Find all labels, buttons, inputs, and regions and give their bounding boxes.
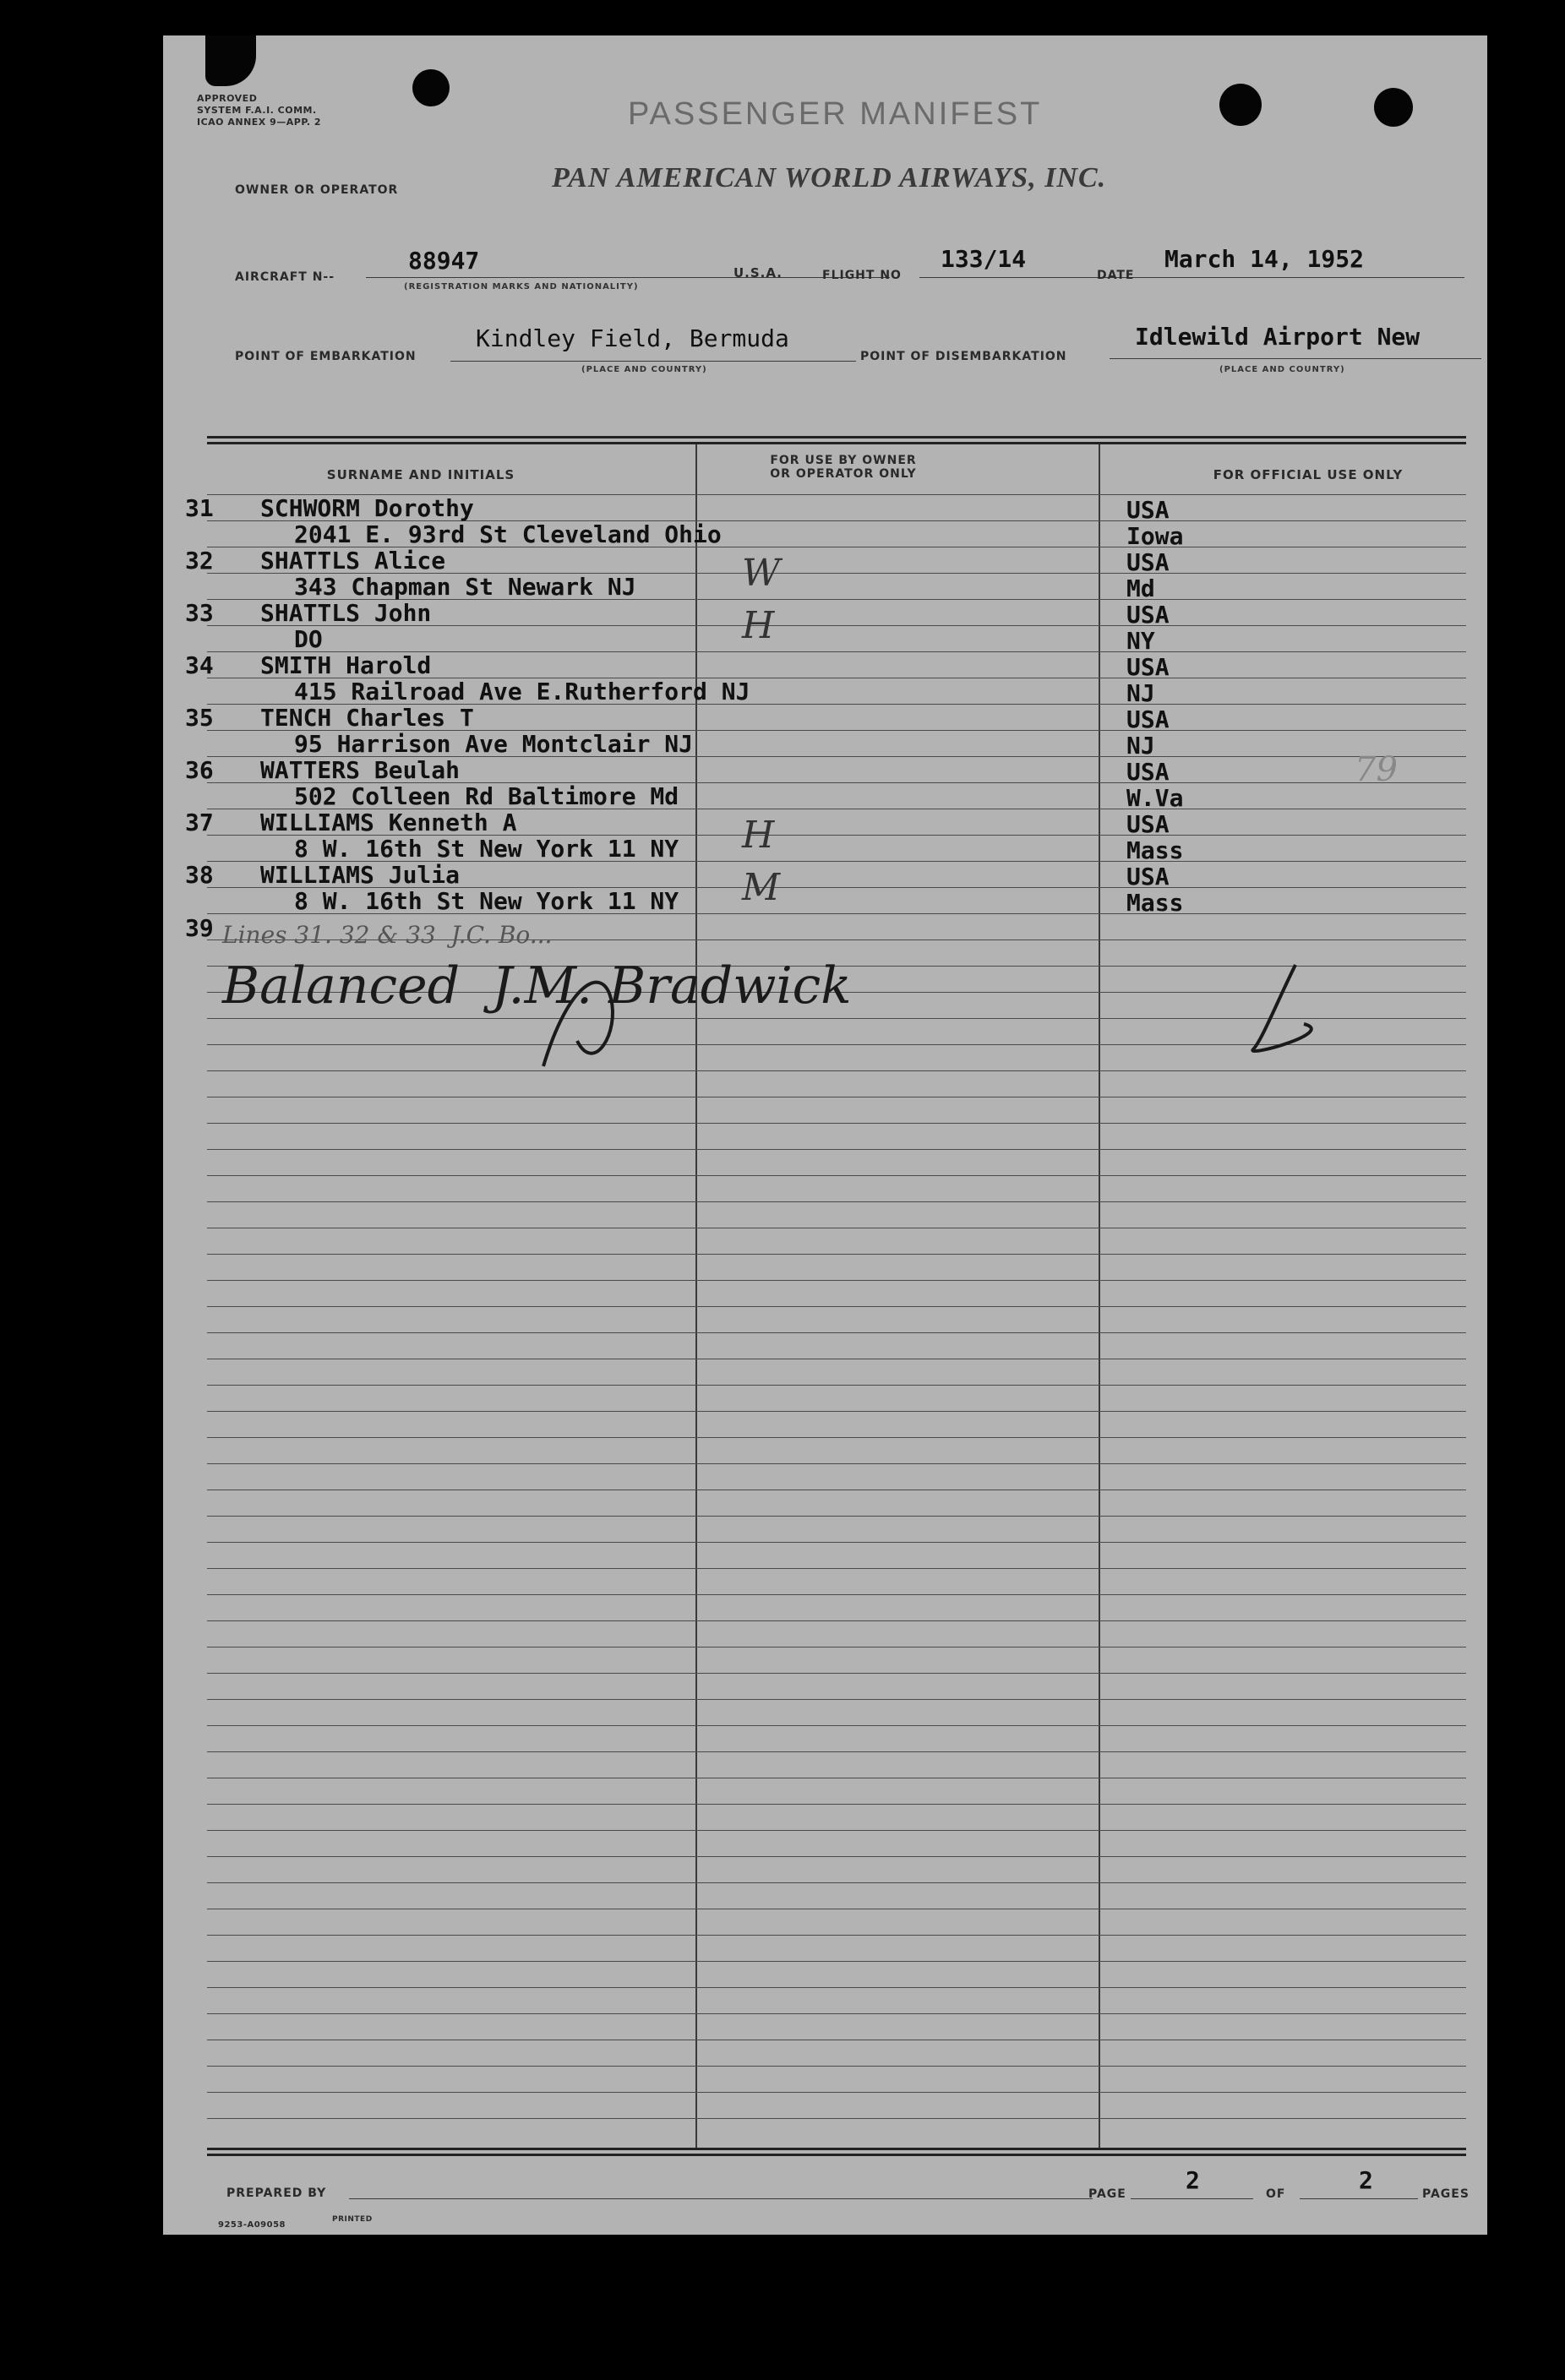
operator-mark: M — [742, 866, 781, 909]
table-ruled-line — [207, 1437, 1466, 1438]
disembarkation-label: POINT OF DISEMBARKATION — [860, 350, 1067, 363]
passenger-state: Iowa — [1126, 522, 1184, 550]
passenger-address: 8 W. 16th St New York 11 NY — [294, 887, 679, 915]
table-ruled-line — [207, 2118, 1466, 2119]
prepared-by-label: PREPARED BY — [226, 2187, 327, 2200]
passenger-name: TENCH Charles T — [260, 704, 474, 732]
aircraft-sublabel: (REGISTRATION MARKS AND NATIONALITY) — [404, 282, 639, 291]
passenger-state: W.Va — [1126, 784, 1184, 812]
passenger-state: NJ — [1126, 732, 1155, 760]
table-ruled-line — [207, 1385, 1466, 1386]
table-ruled-line — [207, 2013, 1466, 2014]
aircraft-value: 88947 — [408, 247, 480, 275]
operator-mark: H — [742, 814, 775, 857]
passenger-name: SHATTLS Alice — [260, 547, 446, 575]
form-title: PASSENGER MANIFEST — [628, 96, 1043, 132]
table-ruled-line — [207, 1987, 1466, 1988]
passenger-address: 2041 E. 93rd St Cleveland Ohio — [294, 520, 722, 548]
passenger-address: 415 Railroad Ave E.Rutherford NJ — [294, 678, 750, 705]
col-head-owner-2: OR OPERATOR ONLY — [770, 467, 917, 481]
signature-flourish — [205, 948, 1473, 1083]
passenger-state: Md — [1126, 575, 1155, 602]
table-ruled-line — [207, 2092, 1466, 2093]
approval-line-2: SYSTEM F.A.I. COMM. — [197, 105, 317, 116]
passenger-nationality: USA — [1126, 705, 1170, 733]
table-ruled-line — [207, 1568, 1466, 1569]
table-ruled-line — [207, 1306, 1466, 1307]
table-ruled-line — [207, 1804, 1466, 1805]
disembarkation-value: Idlewild Airport New — [1135, 323, 1420, 351]
passenger-state: NY — [1126, 627, 1155, 655]
table-ruled-line — [207, 1201, 1466, 1202]
table-ruled-line — [207, 2066, 1466, 2067]
passenger-address: 343 Chapman St Newark NJ — [294, 573, 636, 601]
passenger-number: 35 — [185, 704, 214, 732]
page-label: PAGE — [1088, 2187, 1126, 2201]
page-number: 2 — [1186, 2166, 1200, 2194]
table-ruled-line — [207, 1620, 1466, 1621]
form-code: 9253-A09058 — [218, 2220, 286, 2230]
table-ruled-line — [207, 1332, 1466, 1333]
total-pages: 2 — [1359, 2166, 1373, 2194]
aircraft-label: AIRCRAFT N-- — [235, 270, 335, 284]
passenger-state: Mass — [1126, 836, 1184, 864]
passenger-number: 31 — [185, 494, 214, 522]
passenger-address: 502 Colleen Rd Baltimore Md — [294, 782, 679, 810]
table-ruled-line — [207, 1411, 1466, 1412]
embarkation-label: POINT OF EMBARKATION — [235, 350, 417, 363]
passenger-state: NJ — [1126, 679, 1155, 707]
passenger-number: 33 — [185, 599, 214, 627]
passenger-nationality: USA — [1126, 653, 1170, 681]
table-ruled-line — [207, 1673, 1466, 1674]
owner-label: OWNER OR OPERATOR — [235, 183, 399, 197]
col-head-official: FOR OFFICIAL USE ONLY — [1213, 467, 1404, 482]
passenger-address: 95 Harrison Ave Montclair NJ — [294, 730, 694, 758]
passenger-address: DO — [294, 625, 323, 653]
table-ruled-line — [207, 1594, 1466, 1595]
passenger-nationality: USA — [1126, 810, 1170, 838]
table-ruled-line — [207, 1961, 1466, 1962]
passenger-nationality: USA — [1126, 601, 1170, 629]
passenger-number: 38 — [185, 861, 214, 889]
approval-line-3: ICAO ANNEX 9—APP. 2 — [197, 117, 322, 128]
passenger-name: SHATTLS John — [260, 599, 432, 627]
flight-value: 133/14 — [941, 245, 1027, 273]
passenger-address: 8 W. 16th St New York 11 NY — [294, 835, 679, 863]
table-ruled-line — [207, 1882, 1466, 1883]
table-ruled-line — [207, 1542, 1466, 1543]
company-name: PAN AMERICAN WORLD AIRWAYS, INC. — [552, 162, 1107, 193]
date-label: DATE — [1097, 269, 1135, 282]
aircraft-country: U.S.A. — [733, 265, 782, 280]
passenger-number: 37 — [185, 809, 214, 836]
torn-corner — [205, 35, 256, 86]
table-ruled-line — [207, 1149, 1466, 1150]
punch-hole-right-2 — [1374, 88, 1413, 127]
col-head-surname: SURNAME AND INITIALS — [326, 467, 515, 482]
printed-mark: PRINTED — [332, 2215, 373, 2224]
col-head-owner-1: FOR USE BY OWNER — [770, 454, 917, 467]
punch-hole-right-1 — [1219, 84, 1262, 126]
table-ruled-line — [207, 1463, 1466, 1464]
table-ruled-line — [207, 1175, 1466, 1176]
balanced-signature: Balanced J.M. Bradwick — [222, 956, 852, 1016]
table-ruled-line — [207, 1751, 1466, 1752]
embarkation-sublabel: (PLACE AND COUNTRY) — [581, 365, 707, 374]
operator-mark: H — [742, 604, 775, 647]
table-ruled-line — [207, 1516, 1466, 1517]
passenger-name: SCHWORM Dorothy — [260, 494, 474, 522]
table-ruled-line — [207, 1935, 1466, 1936]
passenger-name: WATTERS Beulah — [260, 756, 461, 784]
manifest-sheet — [163, 35, 1487, 2235]
table-ruled-line — [207, 1830, 1466, 1831]
date-value: March 14, 1952 — [1164, 245, 1365, 273]
passenger-nationality: USA — [1126, 548, 1170, 576]
operator-mark: W — [742, 552, 781, 595]
passenger-name: WILLIAMS Kenneth A — [260, 809, 517, 836]
passenger-state: Mass — [1126, 889, 1184, 917]
passenger-nationality: USA — [1126, 496, 1170, 524]
table-ruled-line — [207, 1856, 1466, 1857]
table-ruled-line — [207, 1699, 1466, 1700]
table-ruled-line — [207, 1254, 1466, 1255]
flight-label: FLIGHT NO — [822, 269, 902, 282]
passenger-number: 34 — [185, 651, 214, 679]
approval-line-1: APPROVED — [197, 93, 258, 104]
passenger-nationality: USA — [1126, 758, 1170, 786]
passenger-name: SMITH Harold — [260, 651, 432, 679]
table-ruled-line — [207, 1123, 1466, 1124]
line-39-number: 39 — [185, 914, 214, 942]
passenger-number: 32 — [185, 547, 214, 575]
passenger-nationality: USA — [1126, 863, 1170, 890]
line-39-note: Lines 31. 32 & 33 J.C. Bo... — [222, 921, 553, 949]
passenger-number: 36 — [185, 756, 214, 784]
table-ruled-line — [207, 1725, 1466, 1726]
embarkation-value: Kindley Field, Bermuda — [476, 324, 789, 352]
table-ruled-line — [207, 1280, 1466, 1281]
approval-block — [197, 93, 321, 128]
side-pencil-mark: 79 — [1355, 750, 1398, 789]
of-label: OF — [1266, 2187, 1286, 2201]
passenger-name: WILLIAMS Julia — [260, 861, 461, 889]
punch-hole-left — [412, 69, 450, 106]
disembarkation-sublabel: (PLACE AND COUNTRY) — [1219, 365, 1345, 374]
pages-label: PAGES — [1422, 2187, 1470, 2201]
